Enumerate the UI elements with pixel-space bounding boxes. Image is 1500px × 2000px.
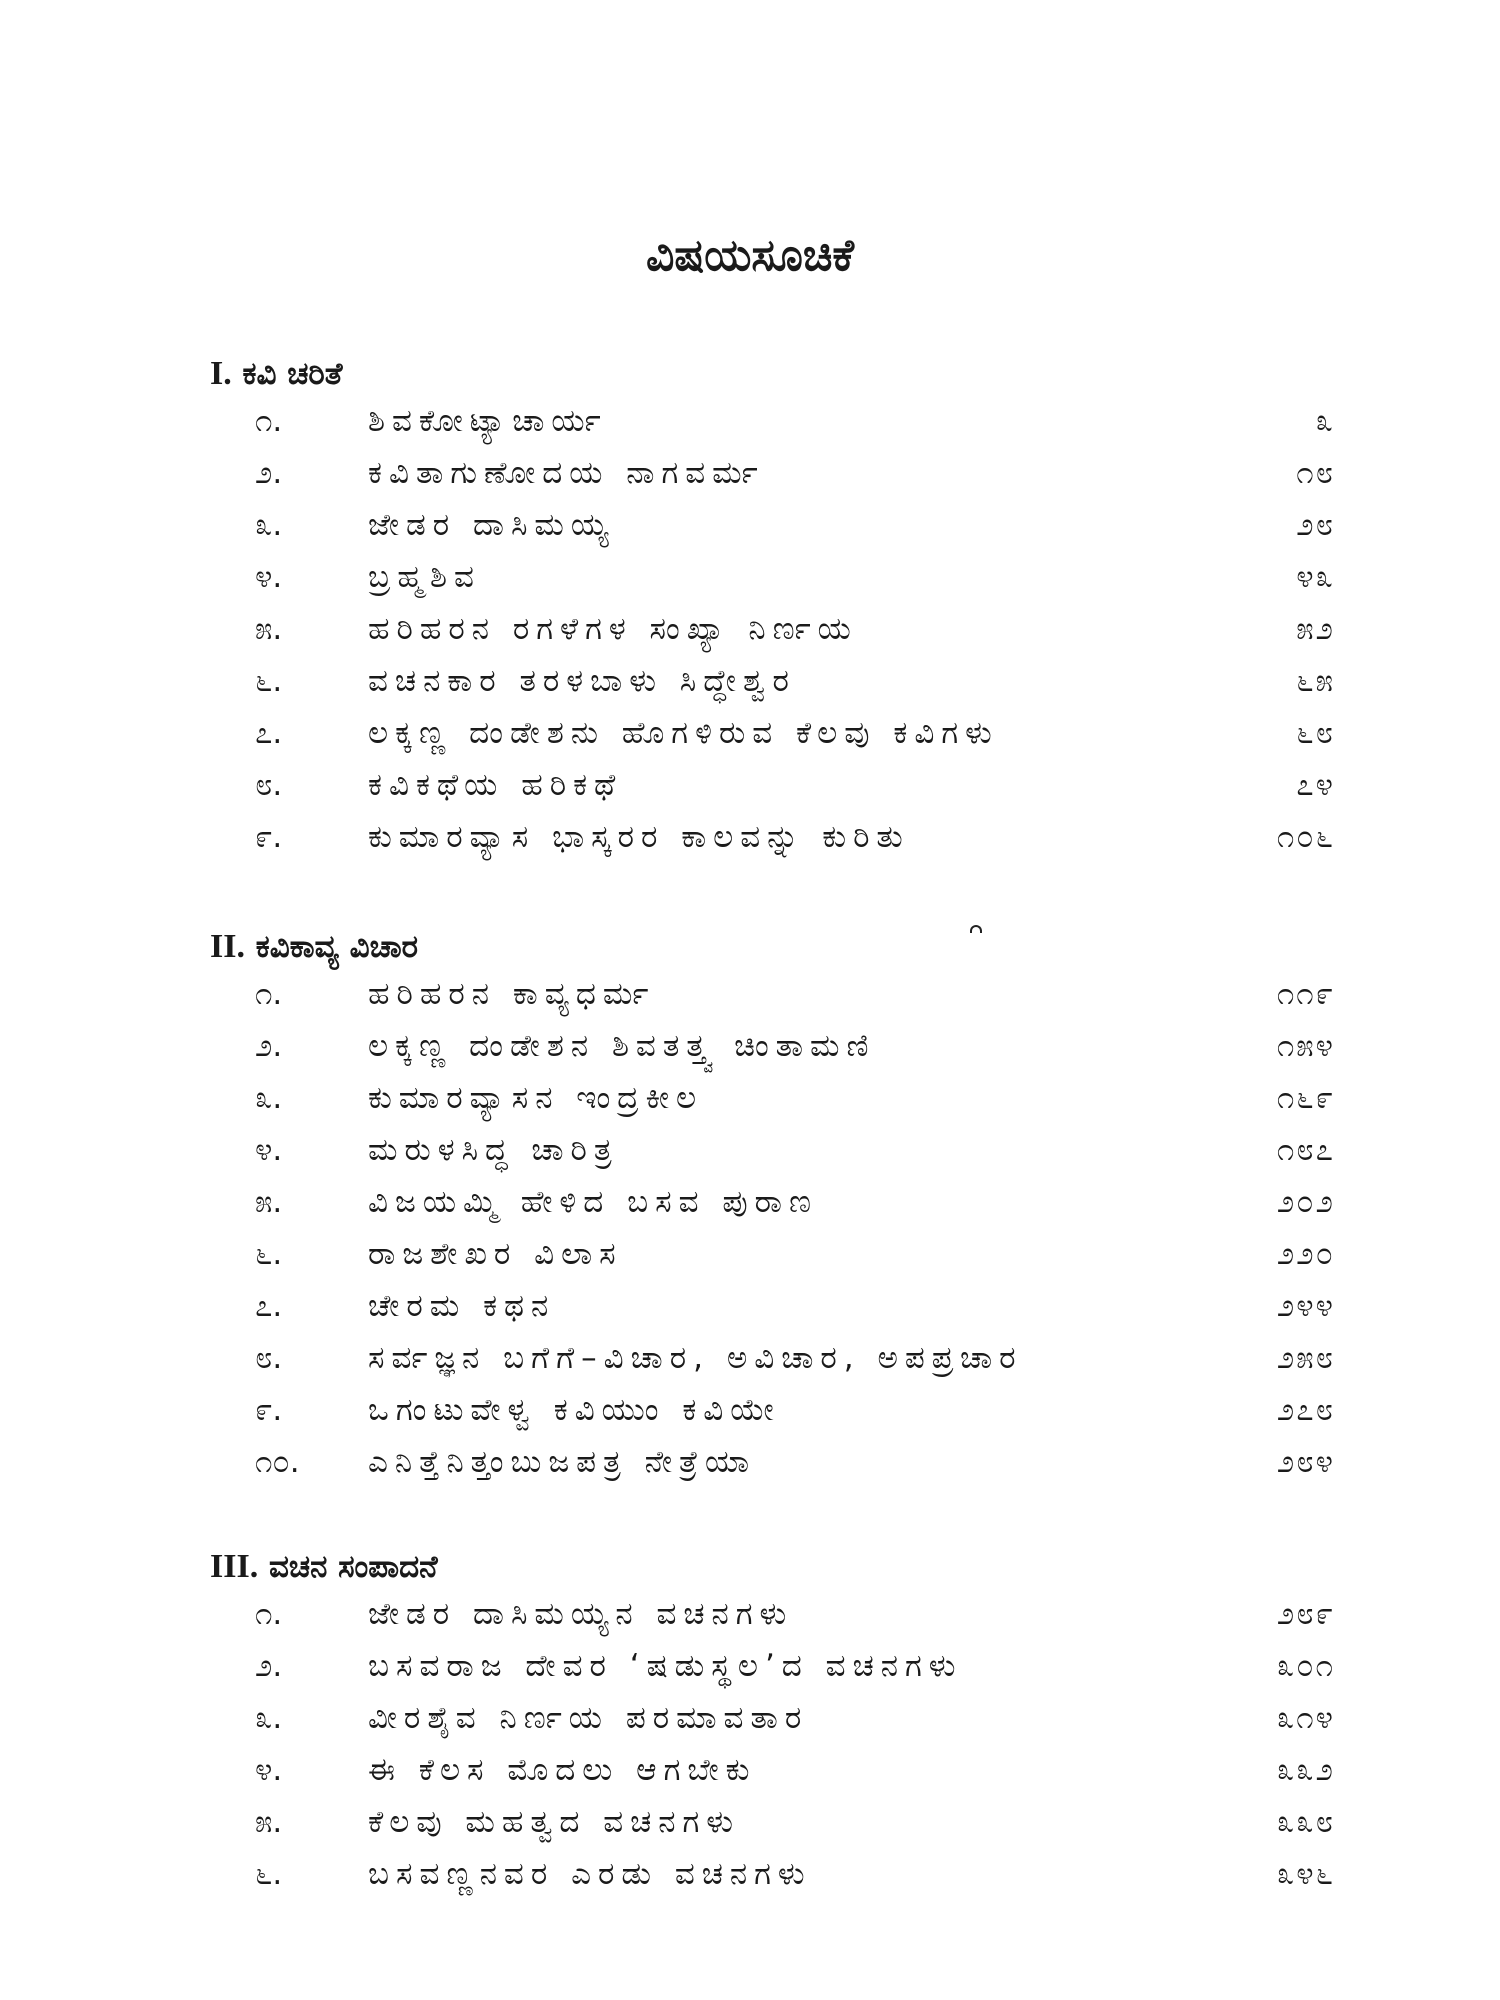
entry-number: ೫. <box>255 1184 283 1220</box>
entry-page-number: ೧೦೬ <box>1276 819 1335 855</box>
toc-entry[interactable] <box>0 1020 1500 1072</box>
entry-number: ೫. <box>255 611 283 647</box>
entry-page-number: ೧೮ <box>1296 455 1335 491</box>
toc-entry[interactable] <box>0 1436 1500 1488</box>
toc-entry[interactable] <box>0 499 1500 551</box>
page-title: ವಿಷಯಸೂಚಿಕೆ <box>646 230 854 281</box>
entry-page-number: ೫೨ <box>1296 611 1335 647</box>
stray-print-mark <box>970 925 982 933</box>
entry-number: ೯. <box>255 1392 283 1428</box>
section-heading <box>210 928 418 966</box>
entry-number: ೧. <box>255 403 283 439</box>
entry-title: ಹರಿಹರನ ಕಾವ್ಯಧರ್ಮ <box>368 976 656 1012</box>
entry-title: ಕುಮಾರವ್ಯಾಸ ಭಾಸ್ಕರರ ಕಾಲವನ್ನು ಕುರಿತು <box>368 819 910 855</box>
entry-number: ೬. <box>255 1856 283 1892</box>
entry-page-number: ೪೩ <box>1296 559 1335 595</box>
entry-title: ವೀರಶೈವ ನಿರ್ಣಯ ಪರಮಾವತಾರ <box>368 1700 809 1736</box>
entry-page-number: ೩೩೮ <box>1276 1804 1335 1840</box>
entry-number: ೧೦. <box>255 1444 300 1480</box>
toc-entry[interactable] <box>0 1692 1500 1744</box>
toc-entry[interactable] <box>0 968 1500 1020</box>
entry-number: ೭. <box>255 1288 283 1324</box>
entry-number: ೬. <box>255 1236 283 1272</box>
entry-title: ಬ್ರಹ್ಮಶಿವ <box>368 559 481 595</box>
entry-number: ೮. <box>255 767 283 803</box>
toc-entry[interactable] <box>0 447 1500 499</box>
entry-title: ವಿಜಯಮ್ಮಿ ಹೇಳಿದ ಬಸವ ಪುರಾಣ <box>368 1184 818 1220</box>
entry-page-number: ೧೫೪ <box>1276 1028 1335 1064</box>
entry-title: ಲಕ್ಕಣ್ಣ ದಂಡೇಶನು ಹೊಗಳಿರುವ ಕೆಲವು ಕವಿಗಳು <box>368 715 999 751</box>
entry-number: ೨. <box>255 1648 283 1684</box>
entry-page-number: ೩೧೪ <box>1276 1700 1335 1736</box>
toc-entry[interactable] <box>0 655 1500 707</box>
entry-page-number: ೩೪೬ <box>1276 1856 1335 1892</box>
entry-title: ಶಿವಕೋಟ್ಯಾಚಾರ್ಯ <box>368 403 608 439</box>
entry-number: ೩. <box>255 507 283 543</box>
entry-number: ೪. <box>255 559 283 595</box>
entry-number: ೩. <box>255 1080 283 1116</box>
entry-number: ೬. <box>255 663 283 699</box>
entry-title: ಕವಿಕಥೆಯ ಹರಿಕಥೆ <box>368 767 623 803</box>
toc-entry[interactable] <box>0 395 1500 447</box>
toc-entry[interactable] <box>0 707 1500 759</box>
section-title: ವಚನ ಸಂಪಾದನೆ <box>258 1549 438 1585</box>
toc-entry[interactable] <box>0 759 1500 811</box>
entry-page-number: ೩೦೧ <box>1276 1648 1335 1684</box>
entry-title: ಚೇರಮ ಕಥನ <box>368 1288 556 1324</box>
entry-title: ಲಕ್ಕಣ್ಣ ದಂಡೇಶನ ಶಿವತತ್ತ್ವ ಚಿಂತಾಮಣಿ <box>368 1028 876 1064</box>
toc-entry[interactable] <box>0 1124 1500 1176</box>
entry-title: ಬಸವಣ್ಣನವರ ಎರಡು ವಚನಗಳು <box>368 1856 812 1892</box>
toc-entry[interactable] <box>0 1744 1500 1796</box>
entry-page-number: ೨೫೮ <box>1276 1340 1335 1376</box>
entry-page-number: ೬೮ <box>1296 715 1335 751</box>
entry-title: ಈ ಕೆಲಸ ಮೊದಲು ಆಗಬೇಕು <box>368 1752 757 1788</box>
entry-number: ೮. <box>255 1340 283 1376</box>
entry-number: ೨. <box>255 455 283 491</box>
entry-page-number: ೨೮೯ <box>1276 1596 1335 1632</box>
entry-title: ಹರಿಹರನ ರಗಳೆಗಳ ಸಂಖ್ಯಾ ನಿರ್ಣಯ <box>368 611 858 647</box>
entry-title: ಒಗಂಟುವೇಳ್ವ ಕವಿಯುಂ ಕವಿಯೇ <box>368 1392 781 1428</box>
entry-number: ೩. <box>255 1700 283 1736</box>
section-heading <box>210 355 342 393</box>
entry-title: ವಚನಕಾರ ತರಳಬಾಳು ಸಿದ್ಧೇಶ್ವರ <box>368 663 796 699</box>
toc-entry[interactable] <box>0 1228 1500 1280</box>
entry-title: ಜೇಡರ ದಾಸಿಮಯ್ಯ <box>368 507 616 543</box>
entry-title: ಎನಿತ್ತೆನಿತ್ತಂಬುಜಪತ್ರ ನೇತ್ರೆಯಾ <box>368 1444 757 1480</box>
entry-title: ಜೇಡರ ದಾಸಿಮಯ್ಯನ ವಚನಗಳು <box>368 1596 794 1632</box>
entry-number: ೪. <box>255 1132 283 1168</box>
entry-page-number: ೨೮ <box>1296 507 1335 543</box>
toc-entry[interactable] <box>0 551 1500 603</box>
entry-page-number: ೧೬೯ <box>1276 1080 1335 1116</box>
section-roman-numeral: I. <box>210 355 232 392</box>
toc-entry[interactable] <box>0 1588 1500 1640</box>
toc-entry[interactable] <box>0 1332 1500 1384</box>
entry-title: ಸರ್ವಜ್ಞನ ಬಗೆಗೆ–ವಿಚಾರ, ಅವಿಚಾರ, ಅಪಪ್ರಚಾರ <box>368 1340 1023 1376</box>
entry-title: ಕುಮಾರವ್ಯಾಸನ ಇಂದ್ರಕೀಲ <box>368 1080 704 1116</box>
entry-page-number: ೨೮೪ <box>1276 1444 1335 1480</box>
entry-page-number: ೬೫ <box>1296 663 1335 699</box>
toc-entry[interactable] <box>0 1280 1500 1332</box>
toc-entry[interactable] <box>0 1384 1500 1436</box>
toc-entry[interactable] <box>0 1848 1500 1900</box>
entry-title: ಮರುಳಸಿದ್ಧ ಚಾರಿತ್ರ <box>368 1132 619 1168</box>
toc-entry[interactable] <box>0 1072 1500 1124</box>
entry-number: ೯. <box>255 819 283 855</box>
entry-title: ಬಸವರಾಜ ದೇವರ ‘ಷಡುಸ್ಥಲ’ದ ವಚನಗಳು <box>368 1648 963 1684</box>
entry-number: ೨. <box>255 1028 283 1064</box>
entry-page-number: ೧೧೯ <box>1276 976 1335 1012</box>
entry-number: ೧. <box>255 976 283 1012</box>
entry-number: ೪. <box>255 1752 283 1788</box>
entry-number: ೫. <box>255 1804 283 1840</box>
section-roman-numeral: III. <box>210 1548 259 1585</box>
entry-title: ಕೆಲವು ಮಹತ್ವದ ವಚನಗಳು <box>368 1804 741 1840</box>
toc-entry[interactable] <box>0 1796 1500 1848</box>
entry-page-number: ೧೮೭ <box>1276 1132 1335 1168</box>
entry-page-number: ೨೭೮ <box>1276 1392 1335 1428</box>
entry-number: ೧. <box>255 1596 283 1632</box>
toc-entry[interactable] <box>0 1640 1500 1692</box>
entry-page-number: ೭೪ <box>1296 767 1335 803</box>
toc-entry[interactable] <box>0 811 1500 863</box>
section-title: ಕವಿ ಚರಿತೆ <box>231 356 343 392</box>
entry-number: ೭. <box>255 715 283 751</box>
entry-page-number: ೨೨೦ <box>1276 1236 1335 1272</box>
entry-page-number: ೩ <box>1315 403 1335 439</box>
entry-page-number: ೩೩೨ <box>1276 1752 1335 1788</box>
entry-title: ರಾಜಶೇಖರ ವಿಲಾಸ <box>368 1236 623 1272</box>
section-roman-numeral: II. <box>210 928 245 965</box>
entry-title: ಕವಿತಾಗುಣೋದಯ ನಾಗವರ್ಮ <box>368 455 765 491</box>
section-title: ಕವಿಕಾವ್ಯ ವಿಚಾರ <box>244 929 419 965</box>
entry-page-number: ೨೪೪ <box>1276 1288 1335 1324</box>
toc-entry[interactable] <box>0 603 1500 655</box>
toc-entry[interactable] <box>0 1176 1500 1228</box>
section-heading <box>210 1548 438 1586</box>
entry-page-number: ೨೦೨ <box>1276 1184 1335 1220</box>
